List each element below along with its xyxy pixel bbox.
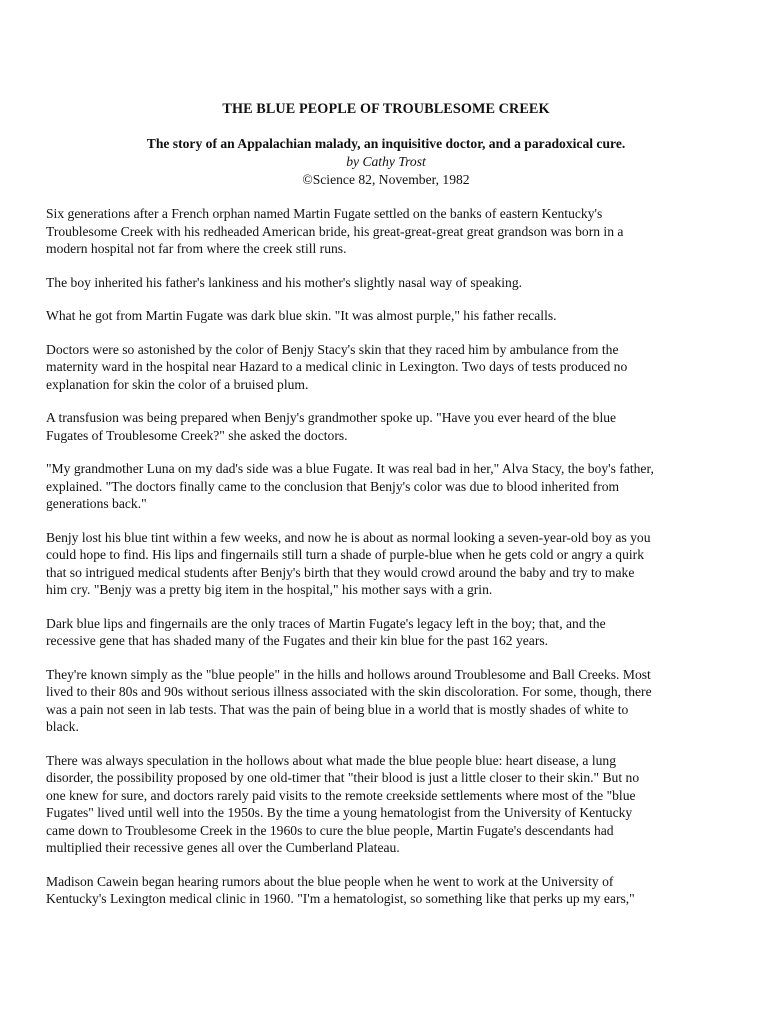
article-paragraph — [46, 341, 726, 394]
article-paragraph — [46, 873, 726, 908]
paragraph-line: Benjy lost his blue tint within a few weeks, and now he is about as normal looking a seven-year-old boy as you — [46, 529, 651, 545]
paragraph-line: Fugates of Troublesome Creek?" she asked the doctors. — [46, 427, 348, 443]
document-page — [46, 100, 726, 924]
paragraph-line: multiplied their recessive genes all over the Cumberland Plateau. — [46, 840, 400, 855]
article-title: THE BLUE PEOPLE OF TROUBLESOME CREEK — [222, 101, 550, 117]
paragraph-line: generations back." — [46, 496, 147, 511]
paragraph-line: Six generations after a French orphan named Martin Fugate settled on the banks of eastern Kentucky's — [46, 206, 603, 221]
paragraph-line: maternity ward in the hospital near Hazard to a medical clinic in Lexington. Two days of tests produced no — [46, 359, 628, 374]
paragraph-line: one knew for sure, and doctors rarely paid visits to the remote creekside settlements where most of the "blue — [46, 787, 636, 803]
paragraph-line: was a pain not seen in lab tests. That was the pain of being blue in a world that is mostly shades of white to — [46, 701, 629, 717]
article-paragraph — [46, 666, 726, 736]
article-subtitle: The story of an Appalachian malady, an inquisitive doctor, and a paradoxical cure. — [146, 136, 626, 151]
article-body — [46, 205, 726, 908]
article-paragraph — [46, 274, 726, 292]
paragraph-line: A transfusion was being prepared when Benjy's grandmother spoke up. "Have you ever heard of the blue — [46, 410, 617, 425]
paragraph-line: There was always speculation in the hollows about what made the blue people blue: heart disease, a lung — [46, 752, 617, 768]
paragraph-line: Troublesome Creek with his redheaded American bride, his great-great-great great grandson was born in a — [46, 223, 624, 239]
article-paragraph — [46, 307, 726, 325]
paragraph-line: that so intrigued medical students after Benjy's birth that they would crowd around the baby and try to make — [46, 564, 635, 580]
paragraph-line: Kentucky's Lexington medical clinic in 1960. "I'm a hematologist, so something like that perks up my ears," — [46, 891, 635, 906]
article-paragraph — [46, 205, 726, 258]
paragraph-line: recessive gene that has shaded many of the Fugates and their kin blue for the past 162 years. — [46, 633, 549, 648]
article-paragraph — [46, 529, 726, 599]
paragraph-line: came down to Troublesome Creek in the 1960s to cure the blue people, Martin Fugate's descendants had — [46, 822, 614, 838]
paragraph-line: black. — [46, 719, 79, 734]
paragraph-line: could hope to find. His lips and fingernails still turn a shade of purple-blue when he gets cold or angry a quirk — [46, 547, 644, 562]
article-paragraph — [46, 409, 726, 444]
paragraph-line: explained. "The doctors finally came to the conclusion that Benjy's color was due to blood inherited from — [46, 478, 620, 494]
paragraph-line: "My grandmother Luna on my dad's side was a blue Fugate. It was real bad in her," Alva Stacy, the boy's father, — [46, 461, 654, 476]
paragraph-line: modern hospital not far from where the creek still runs. — [46, 241, 347, 256]
paragraph-line: The boy inherited his father's lankiness and his mother's slightly nasal way of speaking. — [46, 274, 523, 290]
paragraph-line: explanation for skin the color of a bruised plum. — [46, 376, 309, 392]
paragraph-line: him cry. "Benjy was a pretty big item in the hospital," his mother says with a grin. — [46, 582, 493, 597]
article-paragraph — [46, 460, 726, 513]
article-byline: by Cathy Trost — [346, 154, 426, 169]
paragraph-line: lived to their 80s and 90s without serious illness associated with the skin discoloration. For some, though, there — [46, 684, 652, 699]
paragraph-line: They're known simply as the "blue people" in the hills and hollows around Troublesome and Ball Creeks. Most — [46, 666, 651, 682]
paragraph-line: Doctors were so astonished by the color of Benjy Stacy's skin that they raced him by ambulance from the — [46, 341, 619, 357]
paragraph-line: Fugates" lived until well into the 1950s. By the time a young hematologist from the University of Kentucky — [46, 805, 633, 820]
article-source: ©Science 82, November, 1982 — [302, 172, 470, 187]
paragraph-line: Dark blue lips and fingernails are the only traces of Martin Fugate's legacy left in the boy; that, and the — [46, 615, 606, 631]
paragraph-line: What he got from Martin Fugate was dark blue skin. "It was almost purple," his father recalls. — [46, 308, 557, 323]
paragraph-line: disorder, the possibility proposed by one old-timer that "their blood is just a little closer to their skin." But no — [46, 770, 640, 785]
article-paragraph — [46, 615, 726, 650]
article-paragraph — [46, 752, 726, 857]
paragraph-line: Madison Cawein began hearing rumors about the blue people when he went to work at the University of — [46, 873, 614, 889]
